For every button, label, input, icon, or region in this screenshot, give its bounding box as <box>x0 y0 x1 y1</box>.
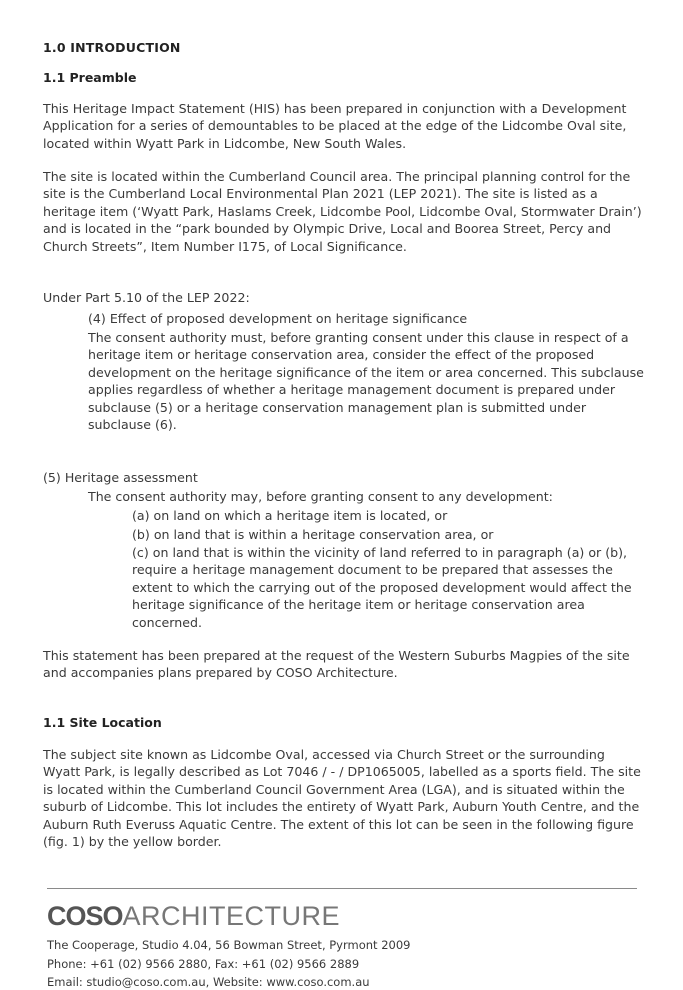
clause-5-item-c: (c) on land that is within the vicinity of land referred to in paragraph (a) or (b), require a heritage management document to be prepared that assesses the extent to which the carrying out of the proposed development would affect the heritage significance of the heritage item or heritage conservation area concerned. <box>132 545 632 630</box>
footer-email: Email: studio@coso.com.au, Website: www.coso.com.au <box>47 975 370 989</box>
site-location-heading: 1.1 Site Location <box>43 715 162 730</box>
preamble-paragraph-1: This Heritage Impact Statement (HIS) has been prepared in conjunction with a Development Application for a series of demountables to be placed at the edge of the Lidcombe Oval site, located within Wyatt Park in Lidcombe, New South Wales. <box>43 101 627 151</box>
part-510-intro: Under Part 5.10 of the LEP 2022: <box>43 290 250 305</box>
footer-divider <box>47 888 637 889</box>
statement-paragraph: This statement has been prepared at the request of the Western Suburbs Magpies of the site and accompanies plans prepared by COSO Architecture. <box>43 648 630 681</box>
clause-5-title: (5) Heritage assessment <box>43 470 198 485</box>
footer-phone: Phone: +61 (02) 9566 2880, Fax: +61 (02) 9566 2889 <box>47 957 360 971</box>
site-location-paragraph: The subject site known as Lidcombe Oval, accessed via Church Street or the surrounding Wyatt Park, is legally described as Lot 7046 / - / DP1065005, labelled as a sports field. The site is located within the Cumberland Council Government Area (LGA), and is situated within the suburb of Lidcombe. This lot includes the entirety of Wyatt Park, Auburn Youth Centre, and the Auburn Ruth Everuss Aquatic Centre. The extent of this lot can be seen in the following figure (fig. 1) by the yellow border. <box>43 747 641 850</box>
clause-4-title: (4) Effect of proposed development on heritage significance <box>88 311 468 326</box>
clause-5-item-a: (a) on land on which a heritage item is located, or <box>132 508 448 523</box>
preamble-paragraph-2: The site is located within the Cumberland Council area. The principal planning control for the site is the Cumberland Local Environmental Plan 2021 (LEP 2021). The site is listed as a heritage item (‘Wyatt Park, Haslams Creek, Lidcombe Pool, Lidcombe Oval, Stormwater Drain’) and is located in the “park bounded by Olympic Drive, Local and Boorea Street, Percy and Church Streets”, Item Number I175, of Local Significance. <box>43 169 642 254</box>
section-heading: 1.0 INTRODUCTION <box>43 40 181 55</box>
footer-address: The Cooperage, Studio 4.04, 56 Bowman Street, Pyrmont 2009 <box>47 938 411 952</box>
clause-4-text: The consent authority must, before granting consent under this clause in respect of a heritage item or heritage conservation area, consider the effect of the proposed development on the heritage significance of the item or area concerned. This subclause applies regardless of whether a heritage management document is prepared under subclause (5) or a heritage conservation management plan is submitted under subclause (6). <box>88 330 644 433</box>
logo-light-text: ARCHITECTURE <box>122 901 341 931</box>
coso-architecture-logo <box>47 900 340 933</box>
logo-bold-text: COSO <box>47 901 123 931</box>
clause-5-text: The consent authority may, before granting consent to any development: <box>88 489 553 504</box>
preamble-heading: 1.1 Preamble <box>43 70 137 85</box>
clause-5-item-b: (b) on land that is within a heritage conservation area, or <box>132 527 494 542</box>
